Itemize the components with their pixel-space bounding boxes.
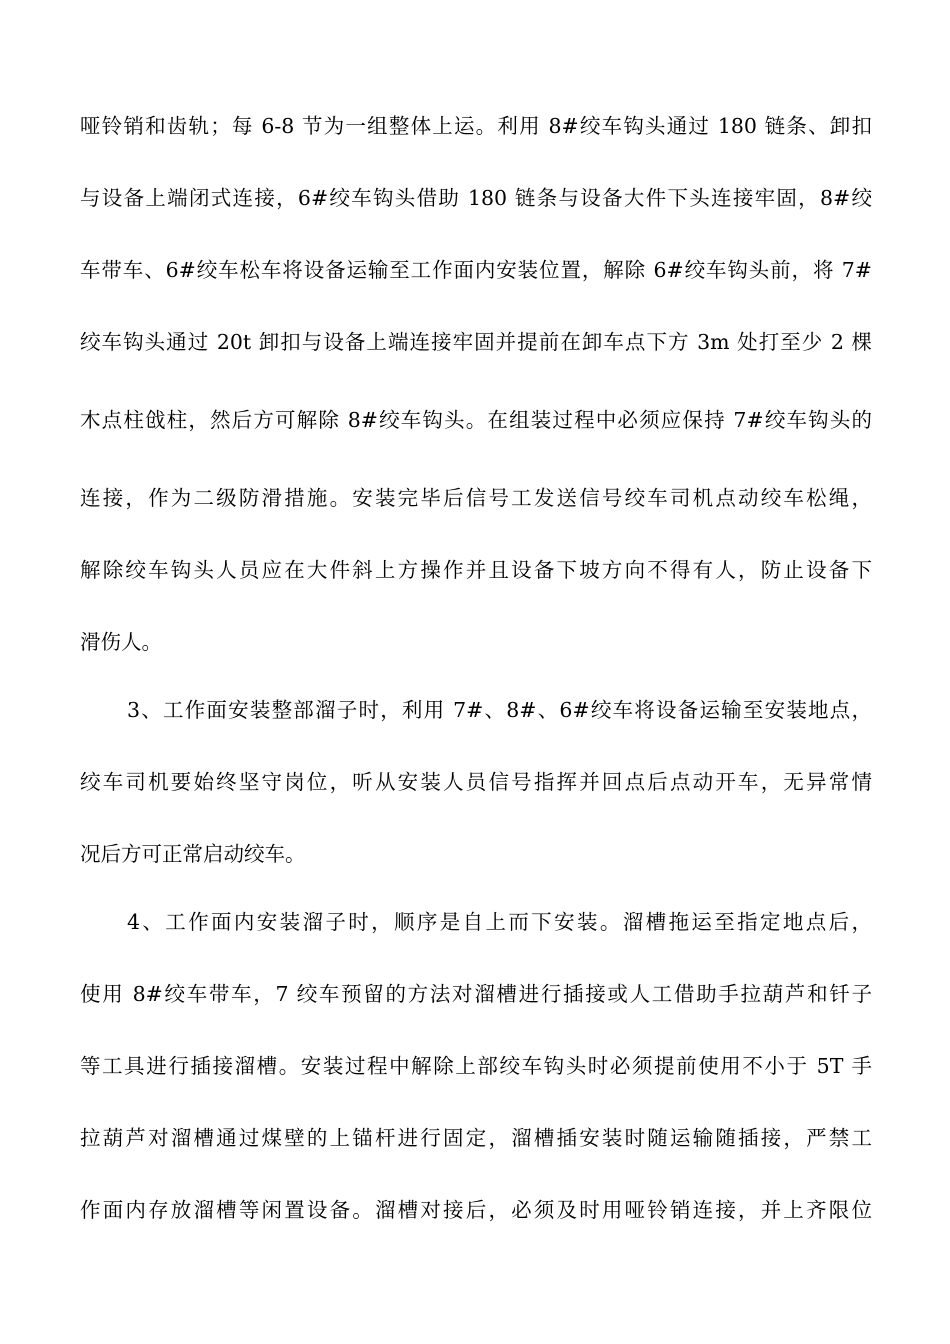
paragraph-1-line-3: 车带车、6#绞车松车将设备运输至工作面内安装位置，解除 6#绞车钩头前，将 7# [80,258,872,282]
paragraph-1-line-7: 解除绞车钩头人员应在大件斜上方操作并且设备下坡方向不得有人，防止设备下 [80,558,872,582]
paragraph-1-line-6: 连接，作为二级防滑措施。安装完毕后信号工发送信号绞车司机点动绞车松绳， [80,486,872,510]
paragraph-1-line-5: 木点柱戗柱，然后方可解除 8#绞车钩头。在组装过程中必须应保持 7#绞车钩头的 [80,408,872,432]
paragraph-2-line-1: 3、工作面安装整部溜子时，利用 7#、8#、6#绞车将设备运输至安装地点， [127,698,872,722]
paragraph-2-line-3: 况后方可正常启动绞车。 [80,842,306,866]
paragraph-3-line-1: 4、工作面内安装溜子时，顺序是自上而下安装。溜槽拖运至指定地点后， [127,910,872,934]
paragraph-3-line-5: 作面内存放溜槽等闲置设备。溜槽对接后，必须及时用哑铃销连接，并上齐限位 [80,1198,872,1222]
paragraph-3-line-4: 拉葫芦对溜槽通过煤壁的上锚杆进行固定，溜槽插安装时随运输随插接，严禁工 [80,1126,872,1150]
paragraph-1-line-4: 绞车钩头通过 20t 卸扣与设备上端连接牢固并提前在卸车点下方 3m 处打至少 2 棵 [80,330,872,354]
paragraph-1-line-1: 哑铃销和齿轨；每 6-8 节为一组整体上运。利用 8#绞车钩头通过 180 链条、卸扣 [80,114,872,138]
paragraph-3-line-2: 使用 8#绞车带车，7 绞车预留的方法对溜槽进行插接或人工借助手拉葫芦和钎子 [80,982,872,1006]
paragraph-1-line-2: 与设备上端闭式连接，6#绞车钩头借助 180 链条与设备大件下头连接牢固，8#绞 [80,186,872,210]
paragraph-2-line-2: 绞车司机要始终坚守岗位，听从安装人员信号指挥并回点后点动开车，无异常情 [80,770,872,794]
paragraph-1-line-8: 滑伤人。 [80,630,162,654]
paragraph-3-line-3: 等工具进行插接溜槽。安装过程中解除上部绞车钩头时必须提前使用不小于 5T 手 [80,1054,872,1078]
